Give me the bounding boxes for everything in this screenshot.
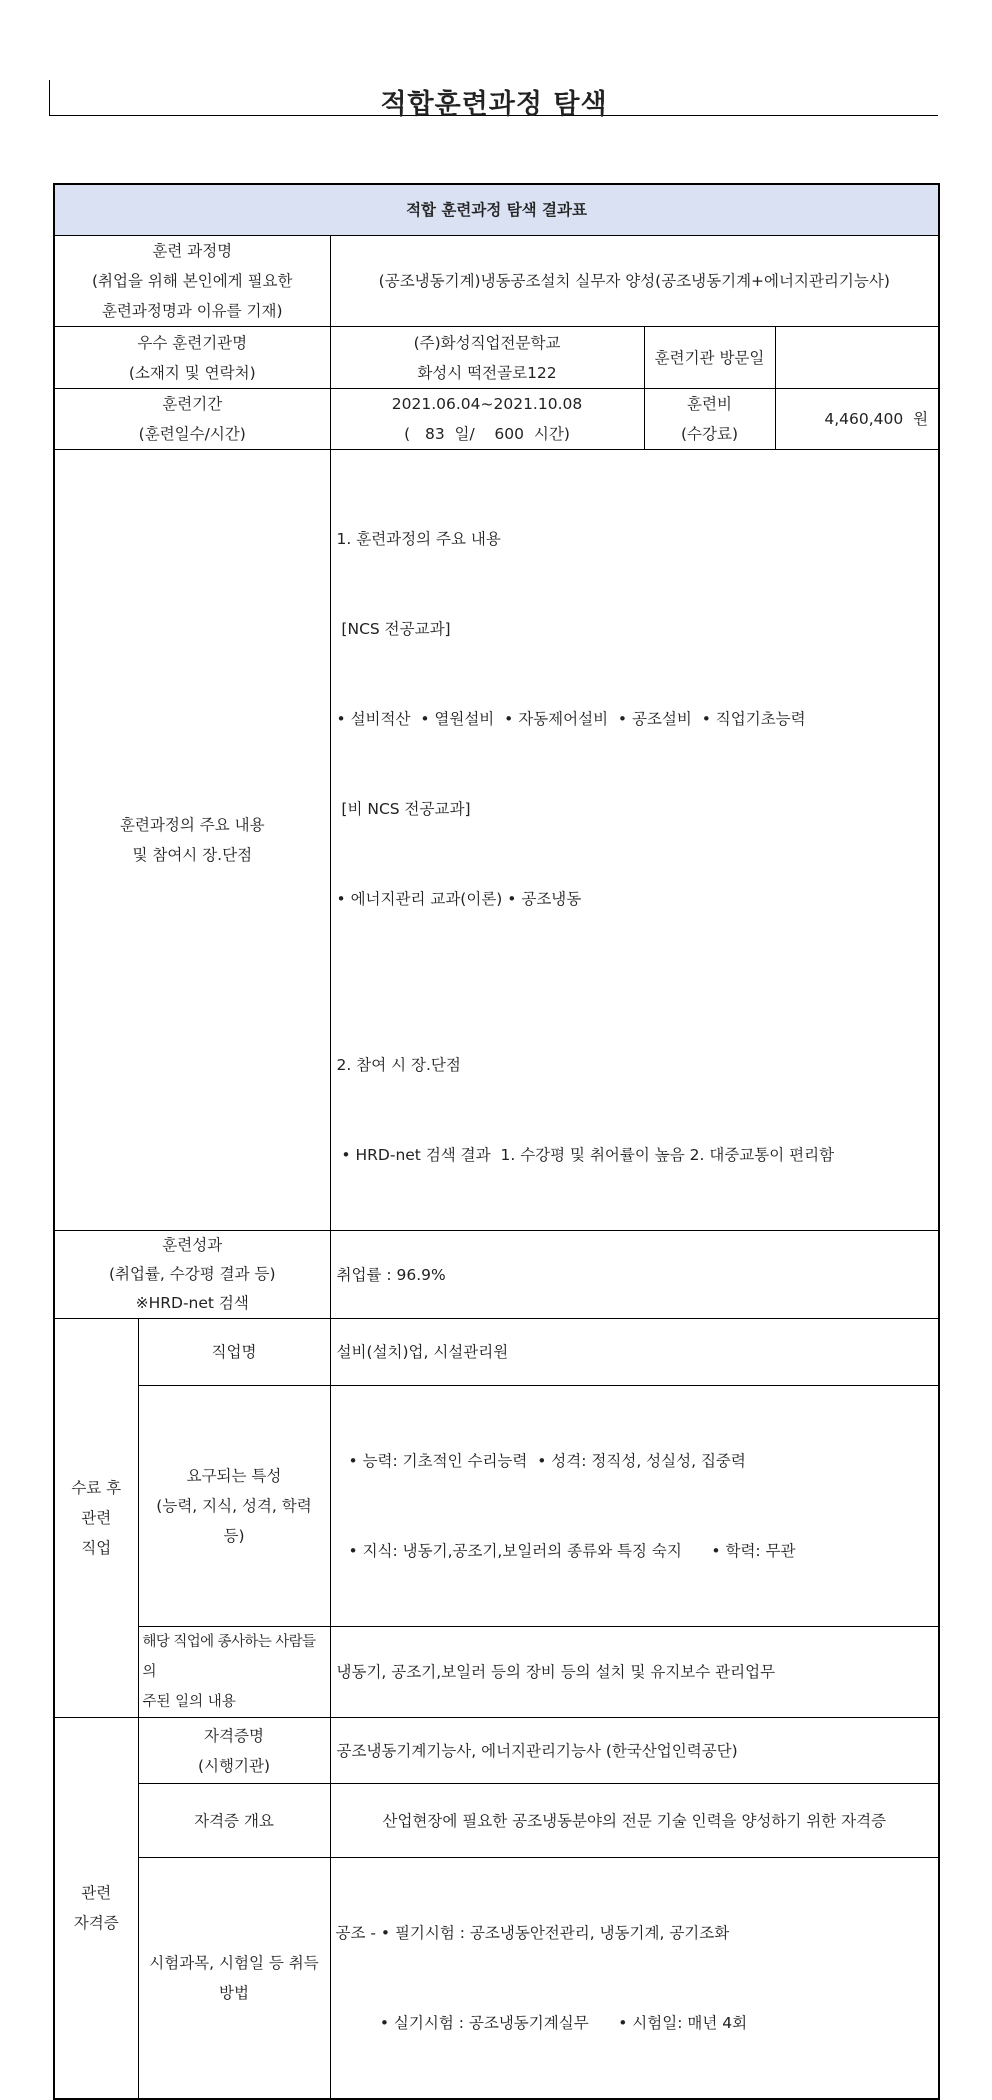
job-name-label: 직업명 <box>138 1319 330 1386</box>
duties-row <box>54 1627 939 1718</box>
cert-name-value: 공조냉동기계기능사, 에너지관리기능사 (한국산업인력공단) <box>330 1718 939 1784</box>
traits-row <box>54 1386 939 1627</box>
job-name-row <box>54 1319 939 1386</box>
traits-label-2: (능력, 지식, 성격, 학력 등) <box>156 1497 312 1545</box>
cert-name-label-1: 자격증명 <box>204 1726 264 1745</box>
period-label <box>54 389 330 450</box>
duties-value: 냉동기, 공조기,보일러 등의 장비 등의 설치 및 유지보수 관리업무 <box>330 1627 939 1718</box>
cert-name-label-2: (시행기관) <box>198 1756 270 1775</box>
job-group-label-1: 수료 후 <box>71 1479 122 1497</box>
course-name-row <box>54 236 939 327</box>
result-table <box>53 183 940 2100</box>
exam-label-2: 방법 <box>219 1984 249 2002</box>
content-line-5: • 에너지관리 교과(이론) • 공조냉동 <box>336 890 582 908</box>
cert-group-label-2: 자격증 <box>73 1914 119 1932</box>
content-line-7: 2. 참여 시 장.단점 <box>336 1056 461 1074</box>
course-name-label-1: 훈련 과정명 <box>152 242 233 260</box>
course-name-value: (공조냉동기계)냉동공조설치 실무자 양성(공조냉동기계+에너지관리기능사) <box>330 236 939 327</box>
duties-label-2: 주된 일의 내용 <box>142 1694 236 1710</box>
course-name-label <box>54 236 330 327</box>
content-row <box>54 450 939 1231</box>
table-header-row <box>54 184 939 236</box>
duties-label-1: 해당 직업에 종사하는 사람들의 <box>142 1634 316 1680</box>
result-label-3: ※HRD-net 검색 <box>135 1294 249 1312</box>
cert-overview-label: 자격증 개요 <box>138 1784 330 1858</box>
fee-label <box>644 389 775 450</box>
institution-address: 화성시 떡전골로122 <box>417 363 557 382</box>
exam-label-1: 시험과목, 시험일 등 취득 <box>149 1954 319 1972</box>
institution-label <box>54 327 330 389</box>
cert-name-label <box>138 1718 330 1784</box>
institution-label-1: 우수 훈련기관명 <box>137 333 248 352</box>
job-group-label <box>54 1319 138 1718</box>
period-row <box>54 389 939 450</box>
table-header: 적합 훈련과정 탐색 결과표 <box>54 184 939 236</box>
content-line-2: [NCS 전공교과] <box>336 620 451 638</box>
exam-row <box>54 1858 939 2100</box>
course-name-label-3: 훈련과정명과 이유를 기재) <box>101 302 283 320</box>
period-days-hours: ( 83 일/ 600 시간) <box>404 425 570 443</box>
duties-label <box>138 1627 330 1718</box>
title-bar <box>49 80 938 120</box>
institution-label-2: (소재지 및 연락처) <box>128 363 256 382</box>
content-line-1: 1. 훈련과정의 주요 내용 <box>336 530 501 548</box>
institution-name: (주)화성직업전문학교 <box>413 333 561 352</box>
content-line-4: [비 NCS 전공교과] <box>336 800 471 818</box>
fee-label-1: 훈련비 <box>687 395 732 413</box>
exam-value <box>330 1858 939 2100</box>
traits-value <box>330 1386 939 1627</box>
result-label-1: 훈련성과 <box>162 1236 223 1254</box>
result-label-2: (취업률, 수강평 결과 등) <box>108 1265 276 1283</box>
fee-label-2: (수강료) <box>680 425 738 443</box>
result-label <box>54 1231 330 1319</box>
content-line-8: • HRD-net 검색 결과 1. 수강평 및 취어률이 높음 2. 대중교통이 편리함 <box>336 1146 835 1164</box>
result-row <box>54 1231 939 1319</box>
cert-name-row <box>54 1718 939 1784</box>
traits-line-2: • 지식: 냉동기,공조기,보일러의 종류와 특징 숙지 • 학력: 무관 <box>348 1542 796 1560</box>
page-title: 적합훈련과정 탐색 <box>380 89 608 120</box>
period-label-1: 훈련기간 <box>162 395 223 413</box>
traits-line-1: • 능력: 기초적인 수리능력 • 성격: 정직성, 성실성, 집중력 <box>348 1452 746 1470</box>
traits-label <box>138 1386 330 1627</box>
period-dates: 2021.06.04~2021.10.08 <box>391 395 583 413</box>
cert-overview-value: 산업현장에 필요한 공조냉동분야의 전문 기술 인력을 양성하기 위한 자격증 <box>330 1784 939 1858</box>
exam-label <box>138 1858 330 2100</box>
institution-row <box>54 327 939 389</box>
content-label-2: 및 참여시 장.단점 <box>132 846 253 864</box>
result-value: 취업률 : 96.9% <box>330 1231 939 1319</box>
visit-date-label: 훈련기관 방문일 <box>644 327 775 389</box>
content-label <box>54 450 330 1231</box>
cert-overview-row <box>54 1784 939 1858</box>
job-group-label-3: 직업 <box>81 1539 112 1557</box>
content-value <box>330 450 939 1231</box>
fee-value: 4,460,400 원 <box>775 389 939 450</box>
job-name-value: 설비(설치)업, 시설관리원 <box>330 1319 939 1386</box>
exam-line-1: 공조 - • 필기시험 : 공조냉동안전관리, 냉동기계, 공기조화 <box>335 1924 730 1942</box>
content-line-3: • 설비적산 • 열원설비 • 자동제어설비 • 공조설비 • 직업기초능력 <box>336 710 806 728</box>
visit-date-value <box>775 327 939 389</box>
period-label-2: (훈련일수/시간) <box>138 425 246 443</box>
cert-group-label-1: 관련 <box>81 1884 112 1902</box>
institution-value <box>330 327 644 389</box>
cert-group-label <box>54 1718 138 2100</box>
period-value <box>330 389 644 450</box>
job-group-label-2: 관련 <box>81 1509 112 1527</box>
content-spacer <box>337 974 933 990</box>
content-label-1: 훈련과정의 주요 내용 <box>119 816 265 834</box>
traits-label-1: 요구되는 특성 <box>186 1467 282 1485</box>
exam-line-2: • 실기시험 : 공조냉동기계실무 • 시험일: 매년 4회 <box>335 2014 748 2032</box>
course-name-label-2: (취업을 위해 본인에게 필요한 <box>91 272 293 290</box>
